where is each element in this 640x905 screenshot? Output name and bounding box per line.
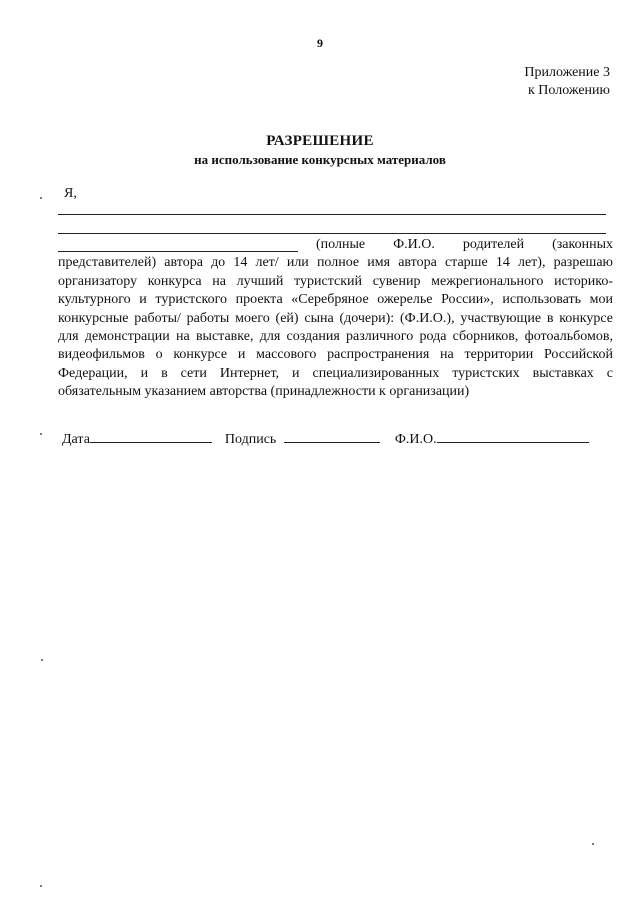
page-number: 9 <box>317 36 323 50</box>
scan-speck <box>592 843 594 845</box>
fio-label: Ф.И.О. <box>394 432 437 447</box>
signature-label: Подпись <box>224 432 277 447</box>
signature-field[interactable] <box>284 430 380 443</box>
scan-speck <box>40 197 42 199</box>
scan-speck <box>40 885 42 887</box>
name-line-1[interactable] <box>58 214 606 215</box>
ya-label: Я, <box>64 186 77 201</box>
appendix-line-1: Приложение 3 <box>524 65 610 80</box>
document-title: РАЗРЕШЕНИЕ <box>266 133 374 149</box>
document-subtitle: на использование конкурсных материалов <box>194 152 446 167</box>
consent-body-text <box>58 236 613 402</box>
name-line-2[interactable] <box>58 233 606 234</box>
appendix-reference <box>524 64 610 100</box>
fio-field[interactable] <box>437 430 589 443</box>
date-field[interactable] <box>90 430 212 443</box>
appendix-line-2: к Положению <box>527 83 610 98</box>
consent-text: (полные Ф.И.О. родителей (законных представителей) автора до 14 лет/ или полное имя автора старше 14 лет), разрешаю организатору конкурса на лучший туристский сувенир межрегионального историко-культурного и туристского проекта «Серебряное ожерелье России», использовать мои конкурсные работы/ работы моего (ей) сына (дочери): (Ф.И.О.), участвующие в конкурсе для демонстрации на выставке, для создания различного рода сборников, фотоальбомов, видеофильмов о конкурсе и массового распространения на территории Российской Федерации, и в сети Интернет, и специализированных туристских выставках с обязательным указанием авторства (принадлежности к организации) <box>58 237 613 400</box>
date-label: Дата <box>62 432 90 447</box>
scan-speck <box>41 659 43 661</box>
signature-row <box>62 430 589 448</box>
scan-speck <box>40 433 42 435</box>
